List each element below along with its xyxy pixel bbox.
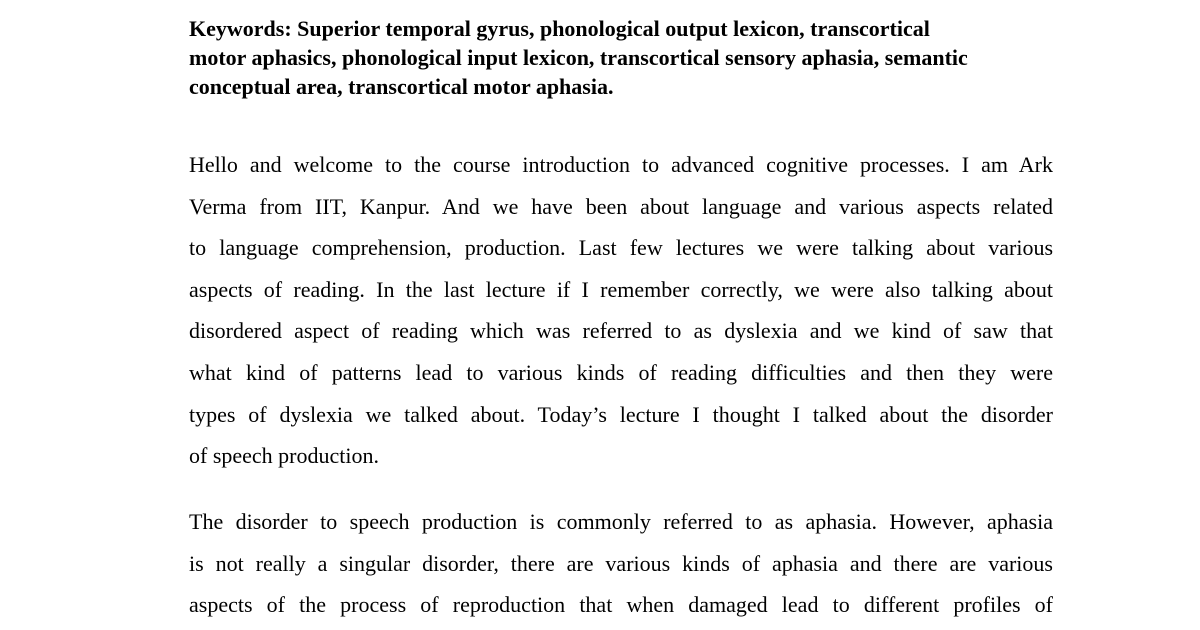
paragraph-line: what kind of patterns lead to various kinds of reading difficulties and then they were bbox=[189, 359, 1053, 385]
paragraph-line: types of dyslexia we talked about. Today’s lecture I thought I talked about the disorder bbox=[189, 401, 1053, 427]
paragraph-line: The disorder to speech production is commonly referred to as aphasia. However, aphasia bbox=[189, 509, 1053, 534]
paragraph-line: of speech production. bbox=[189, 443, 379, 469]
keywords-line: motor aphasics, phonological input lexicon, transcortical sensory aphasia, semantic bbox=[189, 45, 968, 70]
paragraph-line: Verma from IIT, Kanpur. And we have been about language and various aspects related bbox=[189, 193, 1053, 219]
keywords-line: conceptual area, transcortical motor aphasia. bbox=[189, 74, 614, 99]
paragraph-line: aspects of the process of reproduction that when damaged lead to different profiles of bbox=[189, 592, 1053, 618]
paragraph-intro bbox=[189, 144, 1053, 477]
keywords-block bbox=[189, 14, 1069, 101]
keywords-line: Keywords: Superior temporal gyrus, phonological output lexicon, transcortical bbox=[189, 16, 930, 41]
paragraph-line: is not really a singular disorder, there are various kinds of aphasia and there are various bbox=[189, 550, 1053, 576]
paragraph-line: to language comprehension, production. Last few lectures we were talking about various bbox=[189, 235, 1053, 261]
paragraph-line: disordered aspect of reading which was referred to as dyslexia and we kind of saw that bbox=[189, 318, 1053, 344]
paragraph-line: aspects of reading. In the last lecture if I remember correctly, we were also talking about bbox=[189, 276, 1053, 302]
paragraph-aphasia bbox=[189, 501, 1053, 626]
paragraph-line: Hello and welcome to the course introduction to advanced cognitive processes. I am Ark bbox=[189, 152, 1053, 177]
